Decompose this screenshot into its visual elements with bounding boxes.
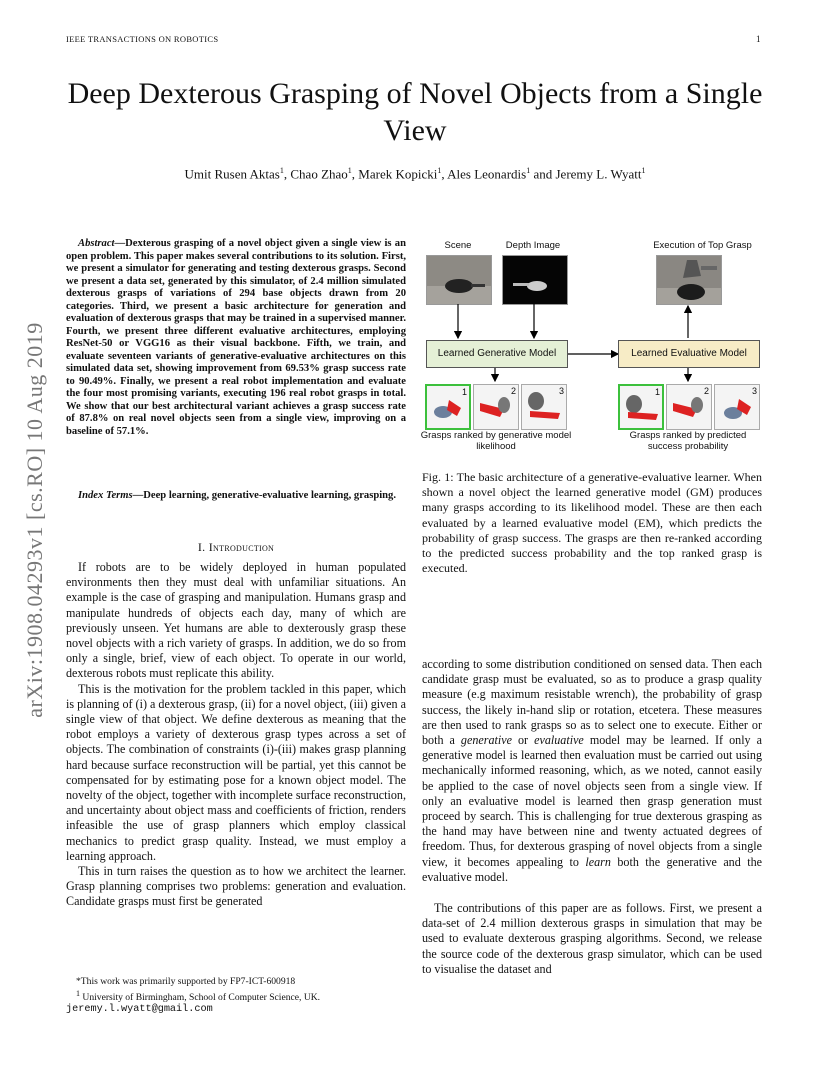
funding-footnote: *This work was primarily supported by FP7-ICT-600918: [76, 976, 296, 987]
abstract: [66, 238, 406, 438]
author-name: Umit Rusen Aktas: [184, 166, 280, 182]
gm-grasp-thumb: [473, 384, 519, 430]
index-terms: [66, 490, 406, 503]
text-run: according to some distribution conditioned on sensed data. Then each candidate grasp must be evaluated, so as to produce a grasp quality measure (e.g maximum resistable wrench), the probability of grasp success, the likely in-hand slip or rotation, etcetera. These measures are then used to rank grasps so as to select one to execute. Either or both a: [422, 657, 762, 748]
index-terms-label: Index Terms: [78, 490, 133, 501]
index-terms-text: —Deep learning, generative-evaluative learning, grasping.: [132, 490, 396, 501]
running-header: IEEE TRANSACTIONS ON ROBOTICS: [66, 34, 219, 44]
em-grasp-thumb: [618, 384, 664, 430]
depth-image-label: Depth Image: [505, 240, 561, 251]
author-name: Ales Leonardis: [447, 166, 527, 182]
affiliation-mark: 1: [76, 989, 80, 998]
author-name: Marek Kopicki: [358, 166, 438, 182]
emphasis: generative: [460, 733, 512, 748]
section-number: I.: [197, 540, 206, 554]
page-number: 1: [756, 34, 761, 44]
gm-ranking-caption: Grasps ranked by generative model likelihood: [420, 430, 572, 452]
right-paragraph-2: The contributions of this paper are as follows. First, we present a data-set of 2.4 million dexterous grasps in simulation that may be used to evaluate dexterous grasping algorithms. Second, we release the source code of the dexterous grasp simulator, which can be used to visualise the dataset and: [422, 901, 762, 976]
arxiv-watermark: [14, 280, 56, 760]
evaluative-model-box: Learned Evaluative Model: [618, 340, 760, 368]
author-affiliation: 1: [641, 166, 646, 175]
text-run: model may be learned. If only a generative model is learned then evaluation must be carried out using mechanically informed reasoning, which, as we noted, cannot easily be applied to the case of novel objects seen from a single view. If only an evaluative model is learned then grasp generation must proceed by search. This is challenging for true dexterous grasping as the hand may have between nine and twenty actuated degrees of freedom. Thus, for dexterous grasping of novel objects from a single view, it becomes appealing to: [422, 733, 762, 869]
em-rank-2: 2: [703, 386, 709, 396]
intro-paragraph-2: This is the motivation for the problem tackled in this paper, which is planning of (i) a dexterous grasp, (ii) for a novel object, (iii) given a single view of that object. We define dexterous as meaning that the robot employs a variety of dexterous grasp types across a set of objects. The combination of constraints (i)-(iii) makes grasp planning hard because surface reconstruction will be partial, yet this cannot be compensated for by estimating pose for a known object model. The novelty of the object, together with incomplete surface reconstruction, and uncertainty about object mass and coefficients of friction, renders infeasible the use of grasp planners which employ classical mechanics to predict grasp quality. Instead, we must employ a learning approach.: [66, 681, 406, 863]
gm-rank-1: 1: [461, 387, 467, 397]
author-affiliation: 1: [347, 166, 352, 175]
execution-label: Execution of Top Grasp: [653, 240, 752, 251]
figure-1: [420, 238, 790, 458]
em-rank-1: 1: [654, 387, 660, 397]
text-run: both the generative and the evaluative model.: [422, 854, 762, 884]
affiliation-text: University of Birmingham, School of Computer Science, UK.: [82, 992, 321, 1004]
emphasis: evaluative: [534, 733, 584, 748]
gm-rank-2: 2: [510, 386, 516, 396]
em-rank-3: 3: [751, 386, 757, 396]
figure-caption: Fig. 1: The basic architecture of a generative-evaluative learner. When shown a novel object the learned generative model (GM) produces many grasps according to its likelihood model. These are then each evaluated by a learned evaluative model (EM), which predicts the probability of grasp success. The grasps are then re-ranked according to the predicted success probability and the top ranked grasp is executed.: [422, 470, 762, 576]
author-affiliation: 1: [279, 166, 284, 175]
gm-grasp-thumb: [425, 384, 471, 430]
intro-paragraph-1: If robots are to be widely deployed in human populated environments then they must deal with unfamiliar situations. An example is the case of grasping and manipulation. Humans grasp and manipulate hundreds of objects each day, many of which are previously unseen. Yet humans are able to dexterously grasp these novel objects with a rich variety of grasps. In addition, we do so from only a single, brief, view of each object. To operate in our world, dexterous robots must replicate this ability.: [66, 560, 406, 681]
author-list: Umit Rusen Aktas$^1$, Chao Zhao$^1$, Marek Kopicki$^1$, Ales Leonardis$^1$ and Jeremy L. Wyatt$^1$: [184, 166, 646, 182]
gm-rank-3: 3: [558, 386, 564, 396]
generative-model-box: Learned Generative Model: [426, 340, 568, 368]
author-affiliation: 1: [526, 166, 531, 175]
paper-title: Deep Dexterous Grasping of Novel Objects from a Single View: [67, 77, 763, 147]
author-name: Chao Zhao: [290, 166, 348, 182]
emphasis: learn: [585, 854, 611, 869]
em-grasp-thumb: [666, 384, 712, 430]
author-affiliation: 1: [437, 166, 442, 175]
em-grasp-thumb: [714, 384, 760, 430]
abstract-text: —Dexterous grasping of a novel object given a single view is an open problem. This paper makes several contributions to its solution. First, we present a simulator for generating and testing dexterous grasps. Second we present a data set, generated by this simulator, of 2.4 million simulated dexterous grasps of variations of 294 base objects drawn from 20 categories. Third, we present a basic architecture for generation and evaluation of dexterous grasps that may be trained in a supervised manner. Fourth, we present three different evaluative architectures, employing ResNet-50 or VGG16 as their visual backbone. Fifth, we train, and evaluate seventeen variants of generative-evaluative architectures on this simulated data set, showing improvement from 69.53% grasp success rate to 90.49%. Finally, we present a real robot implementation and evaluate the four most promising variants, executing 196 real robot grasps in total. We show that our best architectural variant achieves a grasp success rate of 87.8% on real novel objects seen from a single view, improving on a baseline of 57.1%.: [66, 238, 406, 437]
text-run: or: [511, 733, 535, 748]
right-paragraph-1: [422, 657, 762, 885]
right-column-body: [422, 657, 762, 977]
scene-label: Scene: [444, 240, 472, 251]
gm-grasp-thumb: [521, 384, 567, 430]
author-email: jeremy.l.wyatt@gmail.com: [66, 1004, 213, 1016]
section-heading: [66, 540, 406, 555]
abstract-label: Abstract: [78, 238, 115, 249]
section-title: Introduction: [208, 540, 275, 554]
author-name: Jeremy L. Wyatt: [555, 166, 642, 182]
intro-paragraph-3: This in turn raises the question as to how we architect the learner. Grasp planning comprises two problems: generation and evaluation. Candidate grasps must first be generated: [66, 864, 406, 909]
em-ranking-caption: Grasps ranked by predicted success probability: [629, 430, 747, 452]
footnotes: [66, 976, 406, 1016]
arxiv-id: arXiv:1908.04293v1 [cs.RO] 10 Aug 2019: [22, 322, 47, 718]
introduction-body: [66, 560, 406, 910]
affiliation-footnote: [66, 988, 406, 1004]
